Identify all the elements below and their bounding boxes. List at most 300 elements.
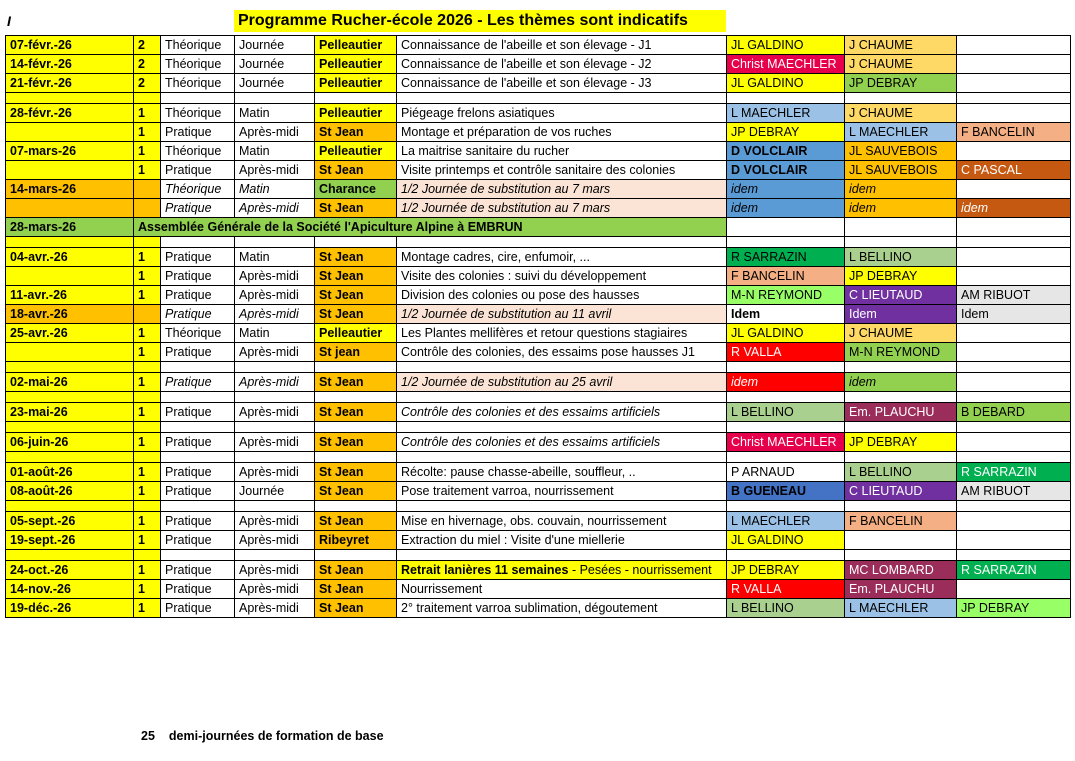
date-cell: 05-sept.-26	[6, 512, 134, 531]
animator-1-cell: R VALLA	[727, 580, 845, 599]
theme-cell: Contrôle des colonies et des essaims artificiels	[397, 433, 727, 452]
place-cell: St Jean	[315, 123, 397, 142]
place-cell: St Jean	[315, 305, 397, 324]
empty-cell	[845, 550, 957, 561]
animator-1-cell: L BELLINO	[727, 403, 845, 422]
when-cell: Après-midi	[235, 123, 315, 142]
date-cell	[6, 123, 134, 142]
date-cell: 18-avr.-26	[6, 305, 134, 324]
count-cell: 1	[134, 561, 161, 580]
date-cell: 21-févr.-26	[6, 74, 134, 93]
schedule-row	[6, 104, 1071, 123]
place-cell: St Jean	[315, 561, 397, 580]
place-cell: St Jean	[315, 512, 397, 531]
date-cell	[6, 452, 134, 463]
when-cell: Après-midi	[235, 343, 315, 362]
animator-3-cell: AM RIBUOT	[957, 286, 1071, 305]
schedule-row	[6, 580, 1071, 599]
animator-2-cell: JL SAUVEBOIS	[845, 161, 957, 180]
empty-cell	[957, 422, 1071, 433]
when-cell: Après-midi	[235, 599, 315, 618]
animator-3-cell: idem	[957, 199, 1071, 218]
kind-cell: Pratique	[161, 123, 235, 142]
empty-cell	[397, 362, 727, 373]
schedule-row	[6, 286, 1071, 305]
place-cell: Charance	[315, 180, 397, 199]
animator-1-cell: idem	[727, 199, 845, 218]
animator-1-cell: L MAECHLER	[727, 512, 845, 531]
empty-cell	[235, 452, 315, 463]
animator-1-cell: F BANCELIN	[727, 267, 845, 286]
empty-cell	[845, 392, 957, 403]
count-cell: 1	[134, 267, 161, 286]
when-cell: Journée	[235, 36, 315, 55]
theme-cell: Montage et préparation de vos ruches	[397, 123, 727, 142]
schedule-row	[6, 248, 1071, 267]
animator-1-cell: L BELLINO	[727, 599, 845, 618]
schedule-row	[6, 561, 1071, 580]
date-cell: 28-févr.-26	[6, 104, 134, 123]
animator-2-cell: JL SAUVEBOIS	[845, 142, 957, 161]
animator-1-cell: B GUENEAU	[727, 482, 845, 501]
empty-cell	[315, 550, 397, 561]
spacer-row	[6, 93, 1071, 104]
empty-cell	[161, 93, 235, 104]
empty-cell	[161, 501, 235, 512]
place-cell: St Jean	[315, 373, 397, 392]
schedule-table	[5, 35, 1071, 618]
when-cell: Journée	[235, 74, 315, 93]
animator-1-cell: P ARNAUD	[727, 463, 845, 482]
empty-cell	[235, 422, 315, 433]
count-cell: 1	[134, 433, 161, 452]
animator-3-cell: R SARRAZIN	[957, 561, 1071, 580]
schedule-row	[6, 142, 1071, 161]
count-cell: 2	[134, 74, 161, 93]
empty-cell	[397, 452, 727, 463]
when-cell: Après-midi	[235, 286, 315, 305]
count-cell: 1	[134, 343, 161, 362]
count-cell	[134, 237, 161, 248]
spacer-row	[6, 392, 1071, 403]
place-cell: St Jean	[315, 403, 397, 422]
count-cell	[134, 199, 161, 218]
theme-cell: Récolte: pause chasse-abeille, souffleur, ..	[397, 463, 727, 482]
date-cell	[6, 267, 134, 286]
theme-cell: Mise en hivernage, obs. couvain, nourrissement	[397, 512, 727, 531]
date-cell	[6, 343, 134, 362]
date-cell: 14-nov.-26	[6, 580, 134, 599]
kind-cell: Pratique	[161, 343, 235, 362]
animator-2-cell: MC LOMBARD	[845, 561, 957, 580]
empty-cell	[315, 452, 397, 463]
schedule-row	[6, 180, 1071, 199]
count-cell	[134, 501, 161, 512]
animator-1-cell: M-N REYMOND	[727, 286, 845, 305]
kind-cell: Pratique	[161, 531, 235, 550]
when-cell: Après-midi	[235, 580, 315, 599]
date-cell: 24-oct.-26	[6, 561, 134, 580]
date-cell: 19-déc.-26	[6, 599, 134, 618]
date-cell: 19-sept.-26	[6, 531, 134, 550]
schedule-row	[6, 123, 1071, 142]
animator-3-cell	[957, 324, 1071, 343]
kind-cell: Pratique	[161, 199, 235, 218]
animator-3-cell	[957, 36, 1071, 55]
empty-cell	[315, 422, 397, 433]
count-cell	[134, 550, 161, 561]
animator-3-cell: R SARRAZIN	[957, 463, 1071, 482]
count-cell	[134, 180, 161, 199]
footer	[141, 729, 398, 743]
animator-3-cell	[957, 55, 1071, 74]
count-cell: 1	[134, 142, 161, 161]
schedule-row	[6, 599, 1071, 618]
empty-cell	[727, 452, 845, 463]
date-cell	[6, 550, 134, 561]
empty-cell	[727, 501, 845, 512]
theme-cell: Montage cadres, cire, enfumoir, ...	[397, 248, 727, 267]
animator-1-cell: Idem	[727, 305, 845, 324]
place-cell: Pelleautier	[315, 324, 397, 343]
kind-cell: Pratique	[161, 482, 235, 501]
when-cell: Matin	[235, 324, 315, 343]
animator-3-cell	[957, 512, 1071, 531]
theme-cell: Nourrissement	[397, 580, 727, 599]
theme-cell: Visite printemps et contrôle sanitaire des colonies	[397, 161, 727, 180]
empty-cell	[727, 392, 845, 403]
spacer-row	[6, 550, 1071, 561]
date-cell: 06-juin-26	[6, 433, 134, 452]
empty-cell	[845, 93, 957, 104]
theme-cell: Connaissance de l'abeille et son élevage - J1	[397, 36, 727, 55]
place-cell: St Jean	[315, 286, 397, 305]
animator-1-cell: JP DEBRAY	[727, 561, 845, 580]
empty-cell	[727, 237, 845, 248]
empty-cell	[845, 501, 957, 512]
animator-3-cell: Idem	[957, 305, 1071, 324]
theme-cell: 1/2 Journée de substitution au 7 mars	[397, 180, 727, 199]
place-cell: Pelleautier	[315, 74, 397, 93]
agm-cell: Assemblée Générale de la Société l'Apiculture Alpine à EMBRUN	[134, 218, 727, 237]
kind-cell: Pratique	[161, 161, 235, 180]
empty-cell	[957, 362, 1071, 373]
count-cell: 1	[134, 123, 161, 142]
place-cell: St Jean	[315, 267, 397, 286]
empty-cell	[727, 422, 845, 433]
kind-cell: Pratique	[161, 599, 235, 618]
place-cell: St Jean	[315, 463, 397, 482]
empty-cell	[845, 452, 957, 463]
animator-2-cell: Idem	[845, 305, 957, 324]
footer-text: demi-journées de formation de base	[168, 729, 384, 743]
count-cell: 1	[134, 104, 161, 123]
theme-text: - Pesées - nourrissement	[568, 562, 712, 577]
place-cell: Ribeyret	[315, 531, 397, 550]
count-cell: 1	[134, 599, 161, 618]
footer-count: 25	[141, 729, 155, 743]
animator-3-cell	[957, 580, 1071, 599]
theme-cell: Extraction du miel : Visite d'une miellerie	[397, 531, 727, 550]
date-cell: 08-août-26	[6, 482, 134, 501]
animator-3-cell: C PASCAL	[957, 161, 1071, 180]
spacer-row	[6, 362, 1071, 373]
when-cell: Matin	[235, 104, 315, 123]
empty-cell	[957, 501, 1071, 512]
place-cell: St jean	[315, 343, 397, 362]
animator-3-cell: AM RIBUOT	[957, 482, 1071, 501]
date-cell: 07-mars-26	[6, 142, 134, 161]
spacer-row	[6, 237, 1071, 248]
date-cell	[6, 199, 134, 218]
schedule-row	[6, 267, 1071, 286]
spacer-row	[6, 422, 1071, 433]
schedule-row	[6, 373, 1071, 392]
count-cell: 1	[134, 403, 161, 422]
kind-cell: Pratique	[161, 512, 235, 531]
animator-3-cell	[957, 74, 1071, 93]
kind-cell: Pratique	[161, 580, 235, 599]
count-cell	[134, 452, 161, 463]
animator-2-cell: M-N REYMOND	[845, 343, 957, 362]
count-cell: 1	[134, 580, 161, 599]
place-cell: St Jean	[315, 248, 397, 267]
schedule-row	[6, 512, 1071, 531]
empty-cell	[235, 362, 315, 373]
place-cell: St Jean	[315, 599, 397, 618]
theme-cell: Connaissance de l'abeille et son élevage - J3	[397, 74, 727, 93]
spacer-row	[6, 501, 1071, 512]
animator-2-cell: L MAECHLER	[845, 123, 957, 142]
empty-cell	[845, 362, 957, 373]
empty-cell	[315, 501, 397, 512]
place-cell: Pelleautier	[315, 104, 397, 123]
empty-cell	[161, 550, 235, 561]
place-cell: St Jean	[315, 161, 397, 180]
empty-cell	[315, 93, 397, 104]
count-cell: 1	[134, 373, 161, 392]
animator-2-cell: JP DEBRAY	[845, 74, 957, 93]
kind-cell: Pratique	[161, 286, 235, 305]
date-cell	[6, 161, 134, 180]
date-cell: 14-févr.-26	[6, 55, 134, 74]
animator-3-cell	[957, 218, 1071, 237]
theme-cell: Visite des colonies : suivi du développement	[397, 267, 727, 286]
date-cell	[6, 422, 134, 433]
schedule-row	[6, 36, 1071, 55]
animator-3-cell	[957, 343, 1071, 362]
animator-1-cell	[727, 218, 845, 237]
empty-cell	[235, 501, 315, 512]
animator-3-cell	[957, 531, 1071, 550]
animator-1-cell: idem	[727, 180, 845, 199]
count-cell: 1	[134, 161, 161, 180]
count-cell	[134, 305, 161, 324]
kind-cell: Pratique	[161, 561, 235, 580]
animator-1-cell: idem	[727, 373, 845, 392]
animator-1-cell: R SARRAZIN	[727, 248, 845, 267]
spacer-row	[6, 452, 1071, 463]
place-cell: Pelleautier	[315, 55, 397, 74]
empty-cell	[161, 422, 235, 433]
empty-cell	[957, 93, 1071, 104]
theme-cell: 1/2 Journée de substitution au 7 mars	[397, 199, 727, 218]
place-cell: St Jean	[315, 433, 397, 452]
empty-cell	[397, 392, 727, 403]
animator-2-cell: Em. PLAUCHU	[845, 403, 957, 422]
empty-cell	[315, 237, 397, 248]
empty-cell	[957, 550, 1071, 561]
empty-cell	[397, 237, 727, 248]
animator-2-cell: JP DEBRAY	[845, 267, 957, 286]
animator-2-cell: idem	[845, 199, 957, 218]
animator-1-cell: Christ MAECHLER	[727, 433, 845, 452]
when-cell: Après-midi	[235, 305, 315, 324]
date-cell: 04-avr.-26	[6, 248, 134, 267]
date-cell: 07-févr.-26	[6, 36, 134, 55]
date-cell: 02-mai-26	[6, 373, 134, 392]
schedule-row	[6, 403, 1071, 422]
theme-cell: Piégeage frelons asiatiques	[397, 104, 727, 123]
schedule-row	[6, 324, 1071, 343]
theme-cell: Pose traitement varroa, nourrissement	[397, 482, 727, 501]
theme-cell	[397, 561, 727, 580]
schedule-row	[6, 531, 1071, 550]
when-cell: Après-midi	[235, 433, 315, 452]
kind-cell: Théorique	[161, 55, 235, 74]
empty-cell	[957, 392, 1071, 403]
when-cell: Après-midi	[235, 561, 315, 580]
when-cell: Après-midi	[235, 531, 315, 550]
date-cell	[6, 237, 134, 248]
animator-3-cell	[957, 248, 1071, 267]
kind-cell: Pratique	[161, 267, 235, 286]
kind-cell: Théorique	[161, 142, 235, 161]
animator-3-cell	[957, 433, 1071, 452]
empty-cell	[315, 392, 397, 403]
animator-1-cell: Christ MAECHLER	[727, 55, 845, 74]
empty-cell	[727, 362, 845, 373]
animator-3-cell: JP DEBRAY	[957, 599, 1071, 618]
animator-2-cell: L BELLINO	[845, 463, 957, 482]
when-cell: Après-midi	[235, 512, 315, 531]
animator-1-cell: L MAECHLER	[727, 104, 845, 123]
animator-3-cell	[957, 104, 1071, 123]
date-cell: 11-avr.-26	[6, 286, 134, 305]
empty-cell	[397, 422, 727, 433]
empty-cell	[727, 93, 845, 104]
when-cell: Après-midi	[235, 403, 315, 422]
animator-2-cell: J CHAUME	[845, 104, 957, 123]
date-cell: 28-mars-26	[6, 218, 134, 237]
when-cell: Journée	[235, 55, 315, 74]
when-cell: Matin	[235, 142, 315, 161]
kind-cell: Pratique	[161, 433, 235, 452]
animator-3-cell	[957, 180, 1071, 199]
when-cell: Matin	[235, 180, 315, 199]
count-cell: 1	[134, 248, 161, 267]
theme-cell: 1/2 Journée de substitution au 25 avril	[397, 373, 727, 392]
when-cell: Après-midi	[235, 161, 315, 180]
empty-cell	[957, 237, 1071, 248]
animator-2-cell: J CHAUME	[845, 36, 957, 55]
animator-3-cell: F BANCELIN	[957, 123, 1071, 142]
empty-cell	[235, 93, 315, 104]
date-cell	[6, 93, 134, 104]
animator-2-cell	[845, 218, 957, 237]
animator-2-cell: C LIEUTAUD	[845, 286, 957, 305]
theme-cell: Contrôle des colonies et des essaims artificiels	[397, 403, 727, 422]
empty-cell	[235, 237, 315, 248]
count-cell	[134, 392, 161, 403]
animator-2-cell: idem	[845, 180, 957, 199]
animator-1-cell: JL GALDINO	[727, 324, 845, 343]
count-cell: 1	[134, 512, 161, 531]
empty-cell	[845, 422, 957, 433]
animator-3-cell: B DEBARD	[957, 403, 1071, 422]
count-cell: 1	[134, 463, 161, 482]
schedule-row	[6, 482, 1071, 501]
kind-cell: Théorique	[161, 324, 235, 343]
count-cell: 1	[134, 324, 161, 343]
count-cell: 1	[134, 286, 161, 305]
date-cell: 25-avr.-26	[6, 324, 134, 343]
theme-cell: Les Plantes mellifères et retour questions stagiaires	[397, 324, 727, 343]
count-cell	[134, 93, 161, 104]
empty-cell	[161, 362, 235, 373]
when-cell: Après-midi	[235, 373, 315, 392]
animator-2-cell: C LIEUTAUD	[845, 482, 957, 501]
animator-2-cell: JP DEBRAY	[845, 433, 957, 452]
theme-bold-text: Retrait lanières 11 semaines	[401, 562, 569, 577]
empty-cell	[235, 550, 315, 561]
theme-cell: 2° traitement varroa sublimation, dégoutement	[397, 599, 727, 618]
when-cell: Après-midi	[235, 199, 315, 218]
count-cell: 1	[134, 482, 161, 501]
kind-cell: Théorique	[161, 36, 235, 55]
animator-2-cell: F BANCELIN	[845, 512, 957, 531]
count-cell: 2	[134, 36, 161, 55]
empty-cell	[315, 362, 397, 373]
animator-1-cell: JL GALDINO	[727, 74, 845, 93]
animator-2-cell: L MAECHLER	[845, 599, 957, 618]
theme-cell: Contrôle des colonies, des essaims pose hausses J1	[397, 343, 727, 362]
place-cell: St Jean	[315, 580, 397, 599]
when-cell: Journée	[235, 482, 315, 501]
count-cell	[134, 362, 161, 373]
schedule-row	[6, 74, 1071, 93]
place-cell: Pelleautier	[315, 142, 397, 161]
schedule-row	[6, 218, 1071, 237]
empty-cell	[235, 392, 315, 403]
schedule-row	[6, 161, 1071, 180]
kind-cell: Théorique	[161, 74, 235, 93]
count-cell: 1	[134, 531, 161, 550]
empty-cell	[397, 550, 727, 561]
when-cell: Matin	[235, 248, 315, 267]
schedule-row	[6, 343, 1071, 362]
empty-cell	[727, 550, 845, 561]
empty-cell	[161, 392, 235, 403]
when-cell: Après-midi	[235, 463, 315, 482]
empty-cell	[957, 452, 1071, 463]
animator-1-cell: D VOLCLAIR	[727, 161, 845, 180]
sheet-marker: I	[7, 13, 11, 29]
empty-cell	[161, 452, 235, 463]
kind-cell: Pratique	[161, 305, 235, 324]
kind-cell: Pratique	[161, 373, 235, 392]
schedule-row	[6, 463, 1071, 482]
